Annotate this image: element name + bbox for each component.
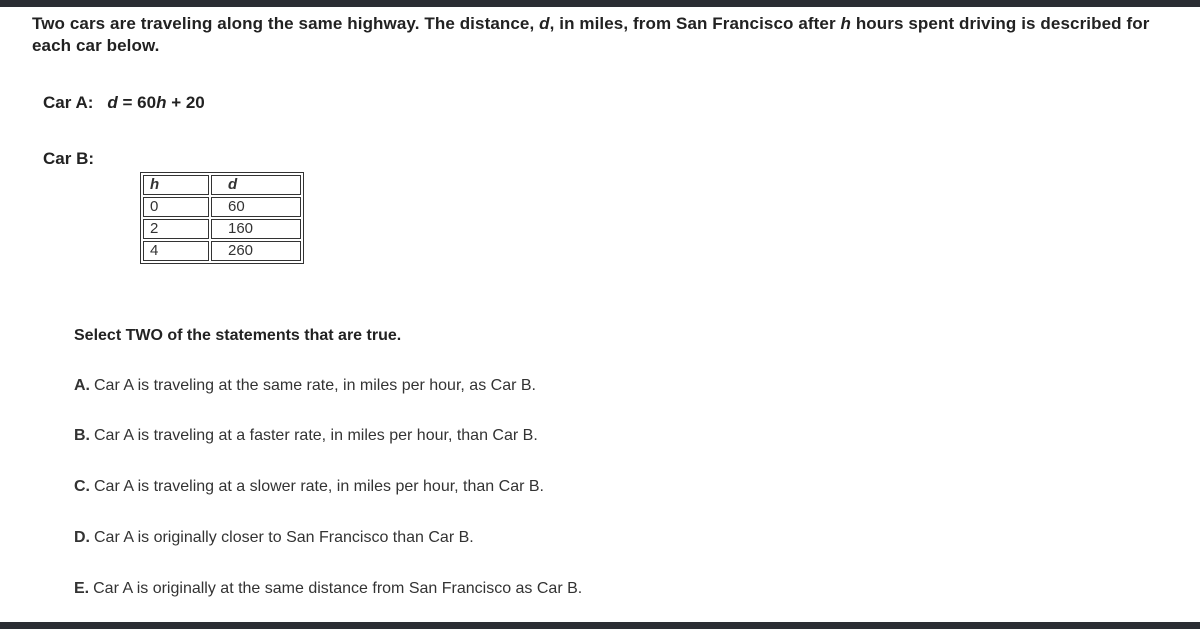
table-cell-h: 2 (143, 219, 209, 239)
table-header-row (143, 175, 301, 195)
table-row (143, 197, 301, 217)
option-d[interactable] (74, 529, 474, 547)
intro-var-d: d (539, 14, 550, 33)
option-e[interactable] (74, 580, 582, 598)
table-header-h: h (143, 175, 209, 195)
eq-mid: = 60 (117, 93, 157, 112)
table-cell-d: 60 (211, 197, 301, 217)
option-letter: E. (74, 580, 90, 597)
option-b[interactable] (74, 427, 538, 445)
bottom-border (0, 622, 1200, 629)
option-letter: C. (74, 478, 90, 495)
eq-var-h: h (156, 93, 167, 112)
table-cell-d: 160 (211, 219, 301, 239)
table-cell-h: 0 (143, 197, 209, 217)
option-letter: A. (74, 377, 90, 394)
intro-var-h: h (840, 14, 851, 33)
option-c[interactable] (74, 478, 544, 496)
option-text: Car A is traveling at the same rate, in miles per hour, as Car B. (94, 377, 536, 394)
option-letter: B. (74, 427, 90, 444)
question-page (0, 7, 1200, 622)
car-b-table (140, 172, 304, 264)
selection-prompt: Select TWO of the statements that are true. (74, 327, 402, 344)
intro-text-3: hours spent driving is described for each car below. (32, 14, 1150, 55)
table-cell-d: 260 (211, 241, 301, 261)
table-cell-h: 4 (143, 241, 209, 261)
car-b-label: Car B: (43, 149, 95, 168)
option-a[interactable] (74, 377, 536, 395)
option-text: Car A is originally at the same distance from San Francisco as Car B. (93, 580, 583, 597)
intro-text-1: Two cars are traveling along the same highway. The distance, (32, 14, 540, 33)
car-a-equation (107, 93, 204, 112)
car-a-label: Car A: (43, 93, 94, 112)
table-header-d: d (211, 175, 301, 195)
option-text: Car A is originally closer to San Francisco than Car B. (94, 529, 474, 546)
option-text: Car A is traveling at a faster rate, in miles per hour, than Car B. (94, 427, 538, 444)
option-text: Car A is traveling at a slower rate, in miles per hour, than Car B. (94, 478, 544, 495)
eq-var-d: d (107, 93, 118, 112)
problem-intro (32, 13, 1192, 57)
table-row (143, 219, 301, 239)
table-row (143, 241, 301, 261)
car-a-line (43, 93, 205, 113)
eq-end: + 20 (166, 93, 205, 112)
intro-text-2: , in miles, from San Francisco after (549, 14, 841, 33)
option-letter: D. (74, 529, 90, 546)
